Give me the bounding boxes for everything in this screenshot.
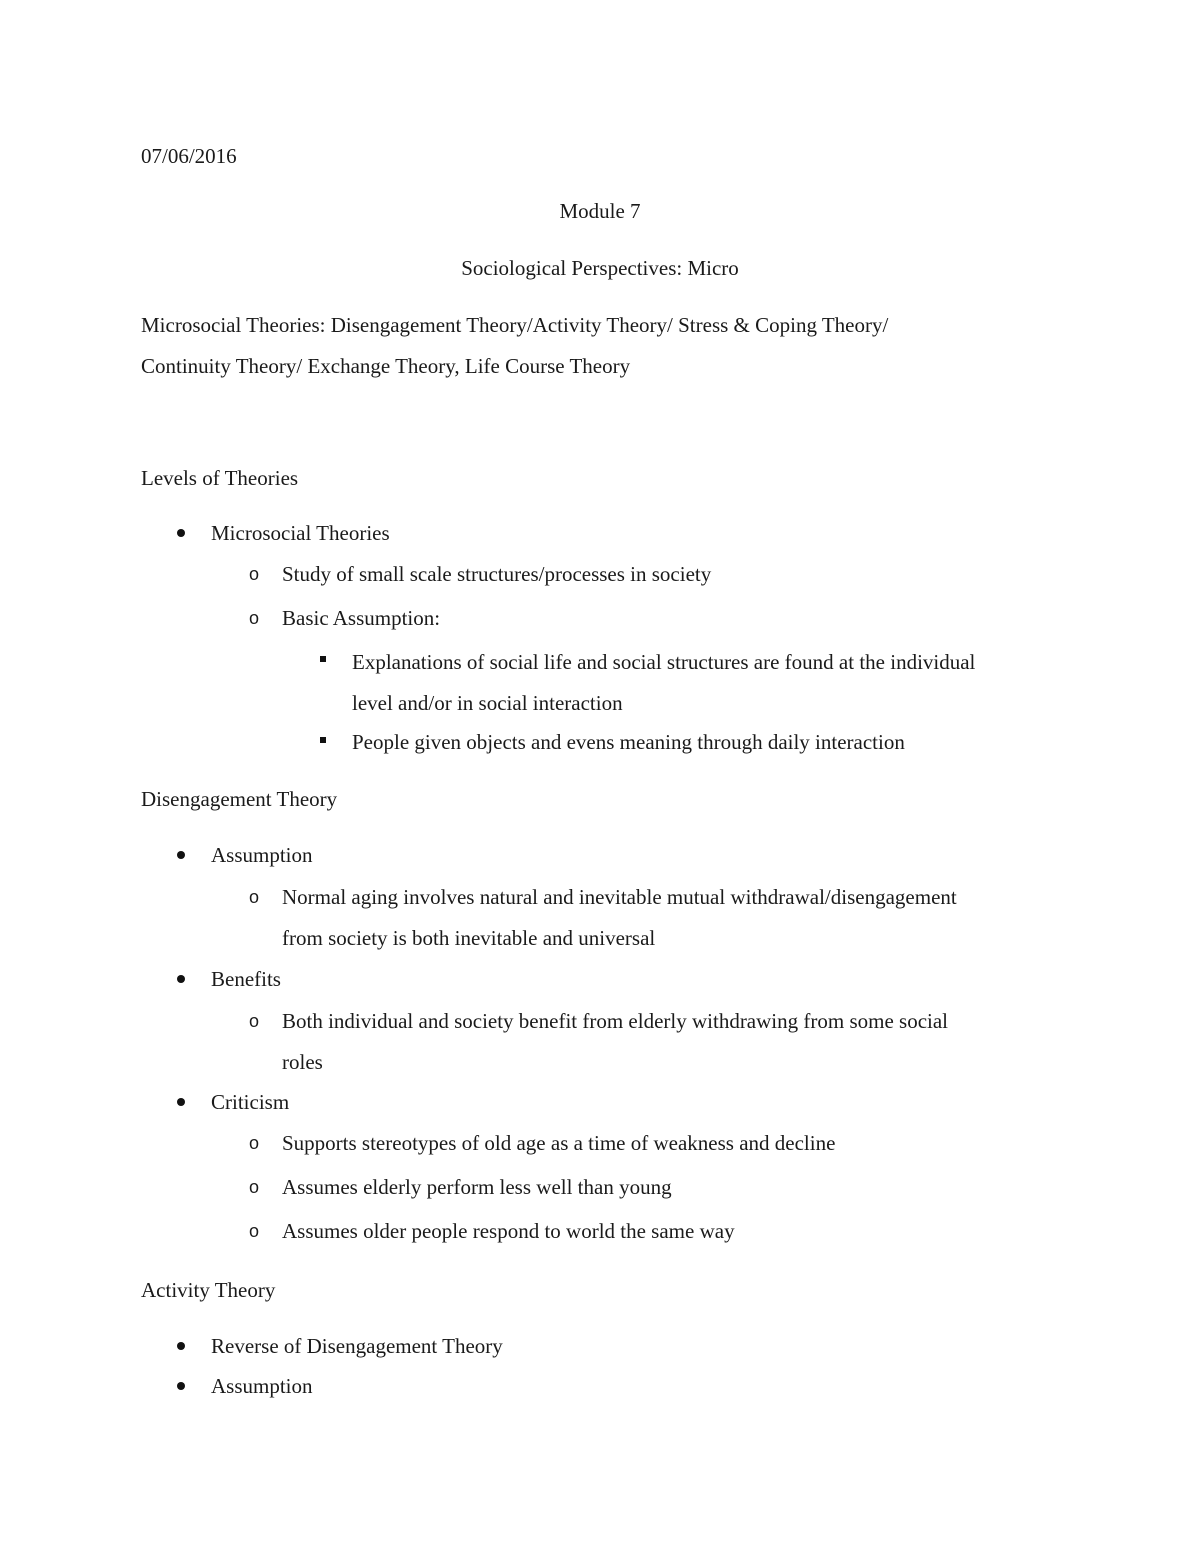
- intro-line-2: Continuity Theory/ Exchange Theory, Life Course Theory: [141, 354, 631, 378]
- circle-marker: o: [249, 1221, 260, 1241]
- levels-heading: Levels of Theories: [141, 466, 299, 490]
- disengagement-bullet-assumption: Assumption: [211, 843, 313, 867]
- circle-marker: o: [249, 1177, 260, 1197]
- levels-sub-study: Study of small scale structures/processes in society: [282, 562, 712, 586]
- disengagement-benefits-line-2: roles: [282, 1050, 323, 1074]
- levels-bullet-microsocial: Microsocial Theories: [211, 521, 390, 545]
- circle-marker: o: [249, 887, 260, 907]
- bullet-dot: [177, 529, 185, 537]
- disengagement-bullet-criticism: Criticism: [211, 1090, 290, 1114]
- disengagement-assumption-line-2: from society is both inevitable and universal: [282, 926, 656, 950]
- circle-marker: o: [249, 1011, 260, 1031]
- bullet-dot: [177, 975, 185, 983]
- disengagement-criticism-1: Supports stereotypes of old age as a time of weakness and decline: [282, 1131, 836, 1155]
- disengagement-benefits-line-1: Both individual and society benefit from elderly withdrawing from some social: [282, 1009, 949, 1033]
- circle-marker: o: [249, 564, 260, 584]
- intro-line-1: Microsocial Theories: Disengagement Theory/Activity Theory/ Stress & Coping Theory/: [141, 313, 889, 337]
- bullet-dot: [177, 1098, 185, 1106]
- levels-sub-basic-assumption: Basic Assumption:: [282, 606, 441, 630]
- square-marker: [320, 737, 326, 743]
- levels-subsub-explanations-line-2: level and/or in social interaction: [352, 691, 623, 715]
- activity-heading: Activity Theory: [141, 1278, 276, 1302]
- disengagement-criticism-2: Assumes elderly perform less well than young: [282, 1175, 672, 1199]
- disengagement-criticism-3: Assumes older people respond to world the same way: [282, 1219, 735, 1243]
- activity-bullet-assumption: Assumption: [211, 1374, 313, 1398]
- bullet-dot: [177, 851, 185, 859]
- disengagement-bullet-benefits: Benefits: [211, 967, 281, 991]
- levels-subsub-explanations-line-1: Explanations of social life and social structures are found at the individual: [352, 650, 976, 674]
- circle-marker: o: [249, 608, 260, 628]
- disengagement-heading: Disengagement Theory: [141, 787, 338, 811]
- activity-bullet-reverse: Reverse of Disengagement Theory: [211, 1334, 503, 1358]
- circle-marker: o: [249, 1133, 260, 1153]
- document-subtitle: Sociological Perspectives: Micro: [461, 256, 739, 280]
- document-date: 07/06/2016: [141, 144, 237, 168]
- document-title: Module 7: [559, 199, 641, 223]
- bullet-dot: [177, 1342, 185, 1350]
- bullet-dot: [177, 1382, 185, 1390]
- square-marker: [320, 656, 326, 662]
- levels-subsub-people: People given objects and evens meaning through daily interaction: [352, 730, 905, 754]
- disengagement-assumption-line-1: Normal aging involves natural and inevitable mutual withdrawal/disengagement: [282, 885, 957, 909]
